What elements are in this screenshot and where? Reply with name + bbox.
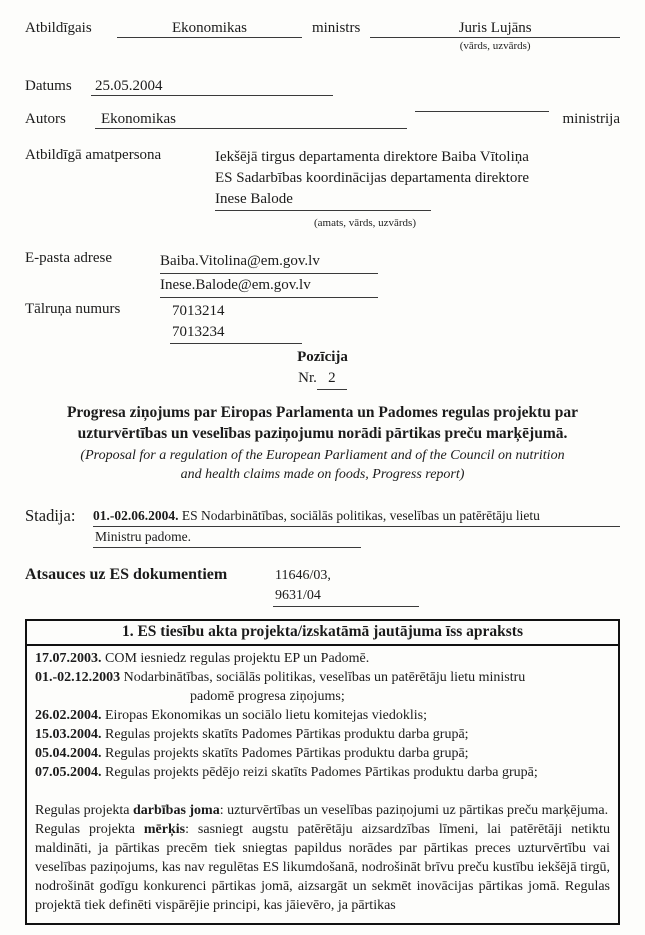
position-nr-field: 2: [317, 368, 347, 390]
timeline-text-continued: padomē progresa ziņojums;: [190, 689, 345, 704]
position-nr-label: Nr.: [298, 370, 317, 386]
timeline-text: Regulas projekts skatīts Padomes Pārtikas produktu darba grupā;: [101, 746, 469, 761]
reference-1: 11646/03,: [275, 568, 331, 583]
author-row: [25, 111, 620, 129]
responsible-label: Atbildīgais: [25, 20, 92, 36]
phone-label: Tālruņa numurs: [25, 301, 121, 317]
position-block: [25, 347, 620, 390]
timeline-item: [35, 668, 610, 706]
document-subtitle: (Proposal for a regulation of the European Parliament and of the Council on nutrition and health claims made on foods, Progress report): [80, 448, 565, 482]
phone-number-1: 7013214: [172, 303, 225, 319]
blank-line: [35, 782, 610, 801]
date-field: 25.05.2004: [91, 78, 333, 96]
document-title: Progresa ziņojums par Eiropas Parlamenta un Padomes regulas projektu par uzturvērtības un veselības paziņojumu norādi pārtikas preču marķējumā.: [66, 404, 579, 442]
stage-values: [93, 506, 620, 548]
scope-post: : uzturvērtības un veselības paziņojumi uz pārtikas preču marķējuma.: [219, 803, 609, 818]
references-label: Atsauces uz ES dokumentiem: [25, 566, 228, 583]
stage-line2: Ministru padome.: [93, 527, 361, 548]
goal-post: : sasniegt augstu patērētāju aizsardzības līmeni, lai patērētāji netiktu maldināti, ja pārtikas precēm tiek sniegtas papildus norādes par pārtikas preces uzturvērtību vai veselības paziņojums, kas nav regulētas ES likumdošanā, nodrošināt brīvu preču kustību iekšējā tirgū, nodrošināt godīgu konkurenci pārtikas jomā, aizsargāt un sekmēt inovācijas pārtikas jomā. Regulas projektā tiek definēti vispārējie principi, kas jāievēro, ja pārtikas: [35, 822, 610, 913]
section-1-box: [25, 619, 620, 925]
date-row: [25, 78, 620, 96]
reference-2: 9631/04: [273, 586, 419, 607]
timeline-text: Regulas projekts skatīts Padomes Pārtikas produktu darba grupā;: [101, 727, 469, 742]
responsible-name-block: [370, 20, 620, 52]
email-field-1: Baiba.Vitolina@em.gov.lv: [160, 250, 378, 274]
stage-row: [25, 506, 620, 548]
author-field: Ekonomikas: [95, 111, 407, 129]
responsible-ministry-field: Ekonomikas: [117, 20, 302, 38]
email-field-2: Inese.Balode@em.gov.lv: [160, 274, 378, 298]
position-number-line: [25, 368, 620, 390]
scope-pre: Regulas projekta: [35, 803, 133, 818]
timeline-date: 17.07.2003.: [35, 651, 102, 666]
author-label: Autors: [25, 111, 66, 127]
scope-paragraph: [35, 801, 610, 820]
timeline-item: [35, 763, 610, 782]
timeline-text: COM iesniedz regulas projektu EP un Padomē.: [101, 651, 370, 666]
section-1-body: [27, 646, 618, 923]
author-blank-field: [415, 111, 548, 112]
official-label: Atbildīgā amatpersona: [25, 147, 162, 163]
phone-values: [170, 301, 302, 344]
email-values: [160, 250, 378, 298]
official-line1: Iekšējā tirgus departamenta direktore Baiba Vītoliņa: [215, 149, 529, 165]
references-row: [25, 566, 620, 607]
stage-date: 01.-02.06.2004.: [93, 508, 179, 523]
timeline-text: Regulas projekts pēdējo reizi skatīts Padomes Pārtikas produktu darba grupā;: [101, 765, 538, 780]
official-row: [25, 147, 620, 234]
goal-paragraph: [35, 820, 610, 915]
goal-pre: Regulas projekta: [35, 822, 144, 837]
responsible-role-label: ministrs: [311, 20, 361, 36]
timeline-item: [35, 706, 610, 725]
stage-line2-wrap: [93, 527, 620, 548]
phone-number-2: 7013234: [170, 322, 302, 344]
official-line2: ES Sadarbības koordinācijas departamenta direktore: [215, 170, 530, 186]
official-values: [215, 147, 620, 234]
goal-keyword: mērķis: [143, 822, 186, 837]
responsible-name-hint: (vārds, uzvārds): [459, 40, 531, 52]
scope-keyword: darbības joma: [132, 803, 220, 818]
references-values: [273, 566, 419, 607]
date-label: Datums: [25, 78, 72, 94]
official-hint: (amats, vārds, uzvārds): [313, 217, 417, 229]
stage-text: ES Nodarbinātības, sociālās politikas, veselības un patērētāju lietu: [178, 508, 540, 523]
author-suffix-label: ministrija: [562, 111, 620, 127]
timeline-text: Nodarbinātības, sociālās politikas, veselības un patērētāju lietu ministru: [120, 670, 526, 685]
position-title: Pozīcija: [297, 349, 348, 365]
timeline-date: 07.05.2004.: [35, 765, 102, 780]
official-line3-field: Inese Balode: [215, 189, 431, 211]
stage-line1: [93, 506, 620, 527]
responsible-row: [25, 20, 620, 52]
timeline-date: 01.-02.12.2003: [35, 670, 121, 685]
timeline-item: [35, 744, 610, 763]
section-1-header: 1. ES tiesību akta projekta/izskatāmā jautājuma īss apraksts: [27, 621, 618, 646]
email-label: E-pasta adrese: [25, 250, 113, 266]
timeline-date: 26.02.2004.: [35, 708, 102, 723]
timeline-item: [35, 649, 610, 668]
timeline-text: Eiropas Ekonomikas un sociālo lietu komitejas viedoklis;: [101, 708, 427, 723]
timeline-date: 05.04.2004.: [35, 746, 102, 761]
timeline-date: 15.03.2004.: [35, 727, 102, 742]
phone-row: [25, 301, 620, 344]
email-row: [25, 250, 620, 298]
stage-label: Stadija:: [25, 506, 76, 525]
timeline-item: [35, 725, 610, 744]
responsible-name-field: Juris Lujāns: [370, 20, 620, 38]
